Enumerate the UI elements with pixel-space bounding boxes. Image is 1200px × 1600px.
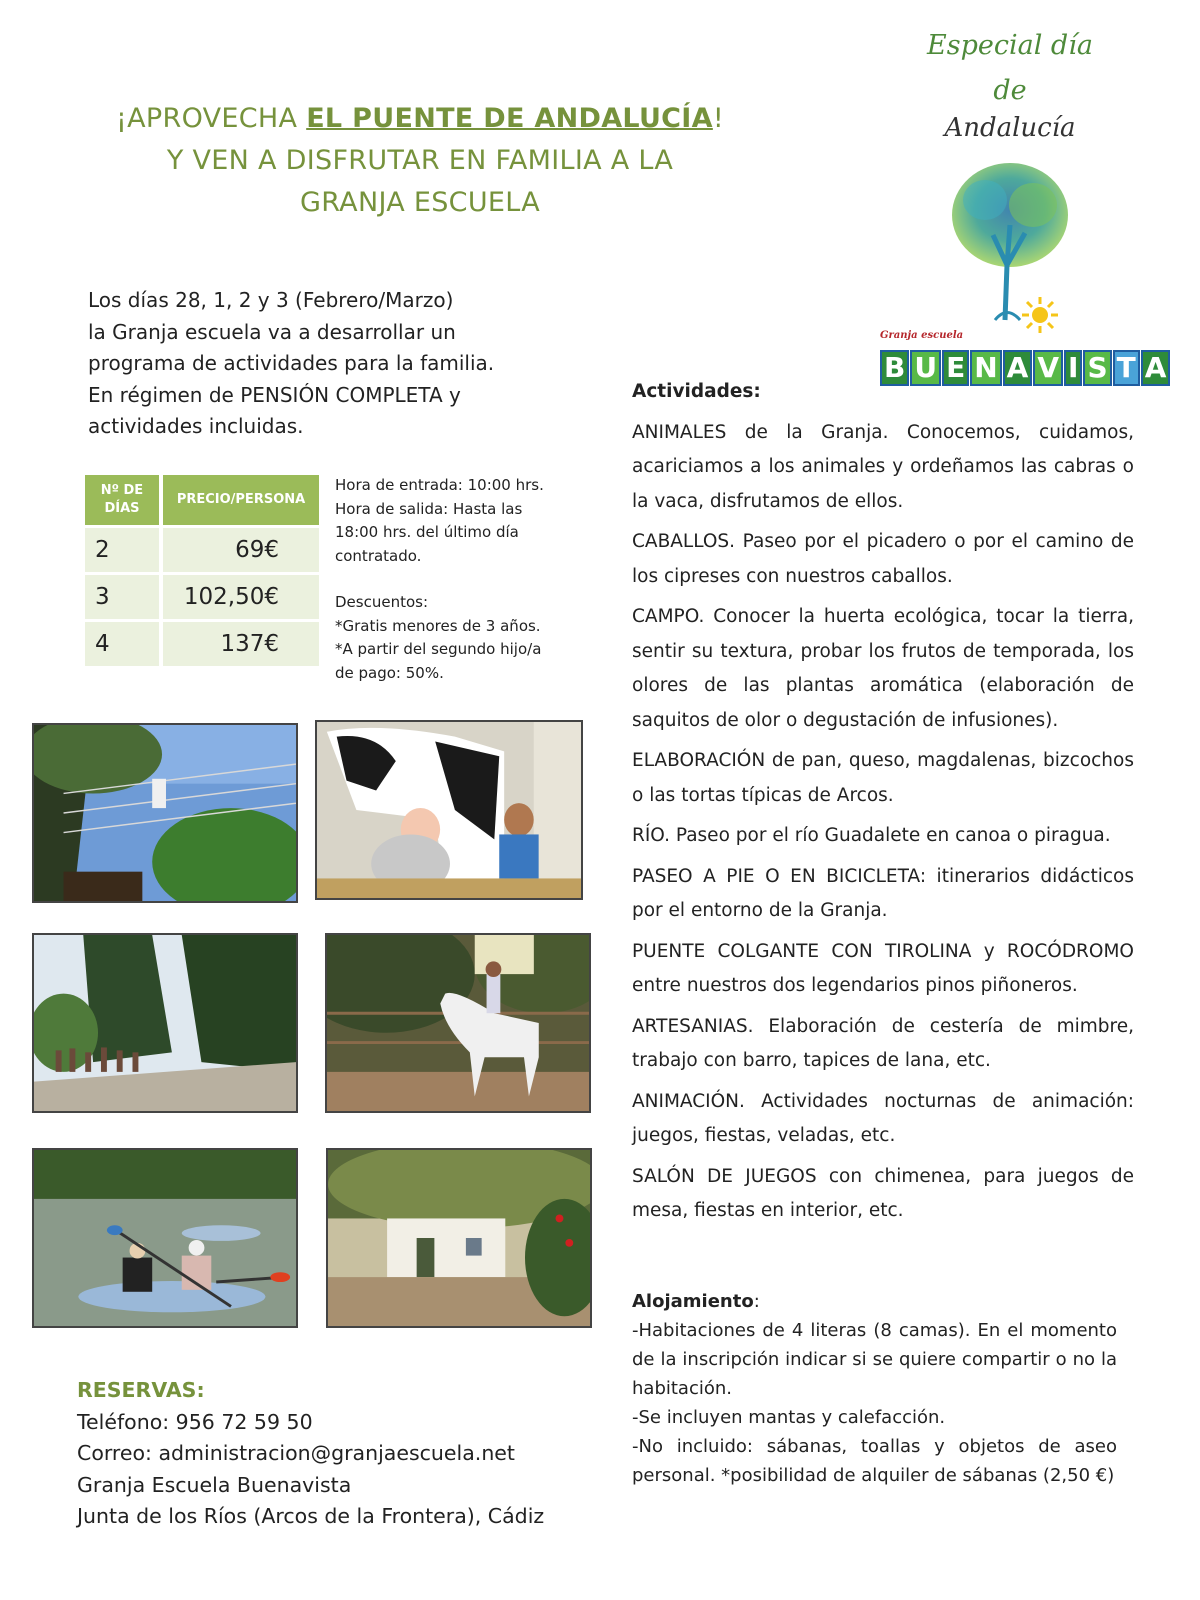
reservas-telefono: Teléfono: 956 72 59 50 xyxy=(77,1409,313,1434)
photo-cypress-path xyxy=(32,933,298,1113)
logo-line2: de xyxy=(993,75,1027,106)
actividad-item: CABALLOS. Paseo por el picadero o por el camino de los cipreses con nuestros caballos. xyxy=(632,531,1134,587)
logo-line3: Andalucía xyxy=(944,113,1076,143)
headline-part1: ¡APROVECHA xyxy=(116,103,307,134)
headline-emphasis: EL PUENTE DE ANDALUCÍA xyxy=(306,103,713,134)
logo xyxy=(880,25,1167,384)
logo-letter: B xyxy=(880,350,909,386)
reservas-direccion: Junta de los Ríos (Arcos de la Frontera), Cádiz xyxy=(77,1504,545,1528)
price-table xyxy=(85,472,319,669)
logo-letter: E xyxy=(942,350,969,386)
intro-line: la Granja escuela va a desarrollar un xyxy=(88,319,456,344)
reservas-title: RESERVAS: xyxy=(77,1378,205,1402)
headline-line3: GRANJA ESCUELA xyxy=(299,187,540,218)
logo-letter: A xyxy=(1141,350,1171,386)
price-dias-cell: 2 xyxy=(85,528,159,572)
sun-icon xyxy=(1020,295,1060,335)
horario-line: Hora de salida: Hasta las xyxy=(335,499,523,518)
actividad-item: RÍO. Paseo por el río Guadalete en canoa o piragua. xyxy=(632,825,1111,846)
alojamiento-colon: : xyxy=(753,1291,760,1312)
photo-horse-riding xyxy=(325,933,591,1113)
logo-line1: Especial día xyxy=(927,30,1093,61)
logo-letter: A xyxy=(1003,350,1033,386)
photo-milking-cow xyxy=(315,720,583,900)
actividad-item: PASEO A PIE O EN BICICLETA: itinerarios didácticos por el entorno de la Granja. xyxy=(632,865,1134,921)
horario-line: contratado. xyxy=(335,546,422,565)
intro-line: actividades incluidas. xyxy=(88,414,304,438)
actividad-item: PUENTE COLGANTE CON TIROLINA y ROCÓDROMO entre nuestros dos legendarios pinos piñoneros. xyxy=(632,940,1134,996)
headline-part2: ! xyxy=(712,103,724,134)
price-precio-cell: 69€ xyxy=(159,528,319,572)
actividad-item: CAMPO. Conocer la huerta ecológica, tocar la tierra, sentir su textura, probar los frutos de temporada, los olores de las plantas aromática (elaboración de saquitos de olor o degustación de infusiones). xyxy=(632,606,1134,731)
alojamiento-title: Alojamiento xyxy=(632,1291,754,1312)
logo-letter: T xyxy=(1113,350,1140,386)
photo-rope-bridge xyxy=(32,723,298,903)
intro-line: En régimen de PENSIÓN COMPLETA y xyxy=(88,382,461,407)
actividad-item: ANIMACIÓN. Actividades nocturnas de animación: juegos, fiestas, veladas, etc. xyxy=(632,1090,1134,1146)
header-dias: Nº DE DÍAS xyxy=(85,475,159,525)
logo-letter: N xyxy=(970,350,1001,386)
photo-kayaking xyxy=(32,1148,298,1328)
reservas-correo: Correo: administracion@granjaescuela.net xyxy=(77,1441,515,1465)
intro-line: Los días 28, 1, 2 y 3 (Febrero/Marzo) xyxy=(88,288,454,312)
reservas-block xyxy=(77,1375,597,1533)
actividad-item: ANIMALES de la Granja. Conocemos, cuidamos, acariciamos a los animales y ordeñamos las cabras o la vaca, disfrutamos de ellos. xyxy=(632,421,1134,512)
logo-letter: S xyxy=(1083,350,1111,386)
alojamiento-item: -No incluido: sábanas, toallas y objetos de aseo personal. *posibilidad de alquiler de sábanas (2,50 €) xyxy=(632,1436,1117,1486)
price-row xyxy=(85,528,319,572)
alojamiento-block xyxy=(632,1287,1117,1490)
descuento-line: *A partir del segundo hijo/a xyxy=(335,640,542,658)
price-dias-cell: 3 xyxy=(85,575,159,619)
header-precio: PRECIO/PERSONA xyxy=(159,475,319,525)
actividades-block xyxy=(632,375,1134,1235)
logo-letter: V xyxy=(1033,350,1063,386)
price-row xyxy=(85,622,319,666)
actividades-title: Actividades: xyxy=(632,381,761,402)
headline-line2: Y VEN A DISFRUTAR EN FAMILIA A LA xyxy=(166,145,674,176)
actividad-item: ELABORACIÓN de pan, queso, magdalenas, bizcochos o las tortas típicas de Arcos. xyxy=(632,750,1134,806)
logo-letter: I xyxy=(1064,350,1082,386)
reservas-nombre: Granja Escuela Buenavista xyxy=(77,1472,352,1497)
horario-line: 18:00 hrs. del último día xyxy=(335,523,519,541)
price-precio-cell: 102,50€ xyxy=(159,575,319,619)
logo-letter: U xyxy=(910,350,941,386)
price-row xyxy=(85,575,319,619)
horario-text xyxy=(335,474,575,685)
headline xyxy=(95,98,745,224)
horario-line: Hora de entrada: 10:00 hrs. xyxy=(335,476,544,494)
actividad-item: SALÓN DE JUEGOS con chimenea, para juegos de mesa, fiestas en interior, etc. xyxy=(632,1165,1134,1221)
photo-courtyard xyxy=(326,1148,592,1328)
actividad-item: ARTESANIAS. Elaboración de cestería de mimbre, trabajo con barro, tapices de lana, etc. xyxy=(632,1015,1134,1071)
descuento-line: *Gratis menores de 3 años. xyxy=(335,616,541,635)
intro-text xyxy=(88,285,558,443)
alojamiento-item: -Se incluyen mantas y calefacción. xyxy=(632,1407,946,1428)
logo-small: Granja escuela xyxy=(880,330,964,341)
descuento-line: de pago: 50%. xyxy=(335,663,444,682)
price-dias-cell: 4 xyxy=(85,622,159,666)
price-precio-cell: 137€ xyxy=(159,622,319,666)
intro-line: programa de actividades para la familia. xyxy=(88,351,495,375)
descuentos-title: Descuentos: xyxy=(335,593,429,611)
alojamiento-item: -Habitaciones de 4 literas (8 camas). En el momento de la inscripción indicar si se quiere compartir o no la habitación. xyxy=(632,1320,1117,1399)
